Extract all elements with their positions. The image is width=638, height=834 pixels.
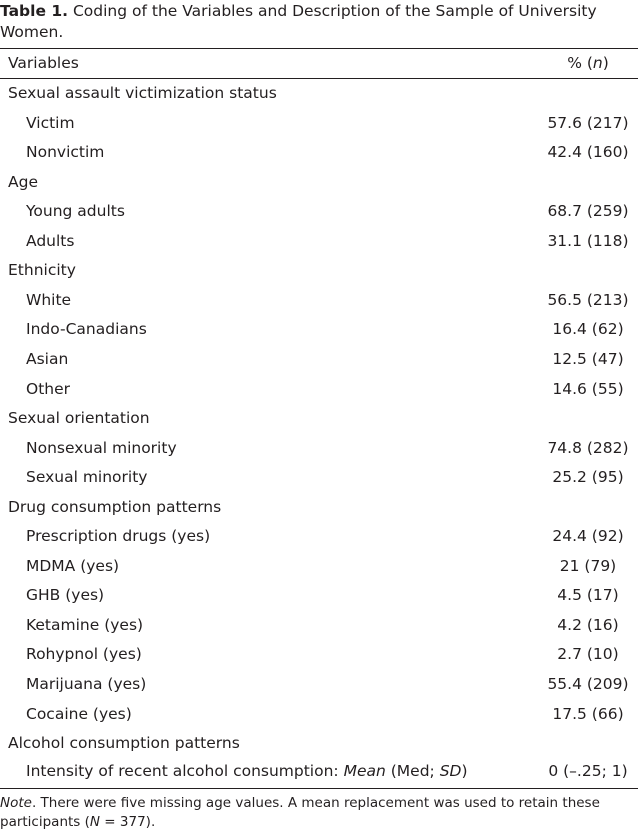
row-value: 4.5 (17) (557, 586, 619, 605)
row-label (26, 757, 468, 787)
table-row (0, 700, 638, 730)
row-label-med: (Med; (385, 762, 440, 780)
row-label: Ethnicity (8, 261, 76, 280)
table-group-row (0, 493, 638, 523)
row-label: GHB (yes) (26, 586, 105, 605)
bottom-rule (0, 788, 638, 789)
row-value: 42.4 (160) (547, 143, 629, 162)
table-row (0, 670, 638, 700)
table-caption-text: Coding of the Variables and Description of the Sample of University Women. (0, 2, 597, 41)
row-value: 16.4 (62) (552, 320, 624, 339)
table-group-row (0, 404, 638, 434)
row-value: 17.5 (66) (552, 704, 624, 723)
table-group-row (0, 79, 638, 109)
table-group-row (0, 729, 638, 759)
table-group-row (0, 168, 638, 198)
table-group-row (0, 256, 638, 286)
note-text-pre: . There were five missing age values. A mean replacement was used to retain these participants ( (0, 795, 600, 830)
row-label-pre: Intensity of recent alcohol consumption: (26, 762, 344, 780)
note-text-post: = 377). (100, 814, 156, 830)
row-value: 68.7 (259) (547, 202, 629, 221)
row-value: 57.6 (217) (547, 113, 629, 132)
row-label: Young adults (26, 202, 125, 221)
table-label: Table 1. (0, 2, 69, 20)
table-header-row (0, 49, 638, 79)
note-label: Note (0, 795, 32, 811)
row-label: White (26, 290, 72, 309)
row-value: 31.1 (118) (547, 231, 629, 250)
row-value: 25.2 (95) (552, 468, 624, 487)
header-percent (538, 49, 638, 79)
note-n: N (89, 814, 101, 830)
row-label: Prescription drugs (yes) (26, 527, 211, 546)
row-value: 2.7 (10) (557, 645, 619, 664)
row-value: 74.8 (282) (547, 438, 629, 457)
row-label: Alcohol consumption patterns (8, 734, 240, 753)
row-value: 0 (–.25; 1) (548, 762, 628, 780)
row-value: 24.4 (92) (552, 527, 624, 546)
table-row (0, 345, 638, 375)
row-value: 14.6 (55) (552, 379, 624, 398)
table-row (0, 109, 638, 139)
row-value: 55.4 (209) (547, 675, 629, 693)
row-label: Age (8, 172, 38, 191)
table-row (0, 611, 638, 641)
header-percent-pre: % ( (567, 54, 593, 72)
header-variables: Variables (8, 54, 79, 72)
row-value: 12.5 (47) (552, 349, 624, 368)
row-label: Sexual minority (26, 468, 148, 487)
row-label: MDMA (yes) (26, 556, 120, 575)
table-row (0, 138, 638, 168)
table-row (0, 552, 638, 582)
row-label-mean: Mean (343, 762, 386, 780)
header-percent-post: ) (602, 54, 609, 72)
table-caption (0, 1, 630, 43)
table-row (0, 375, 638, 405)
row-label: Ketamine (yes) (26, 615, 144, 634)
row-label: Adults (26, 231, 75, 250)
row-label: Nonvictim (26, 143, 105, 162)
row-label: Nonsexual minority (26, 438, 177, 457)
row-label: Rohypnol (yes) (26, 645, 142, 664)
row-label: Drug consumption patterns (8, 497, 222, 516)
table-row (0, 227, 638, 257)
row-value: 4.2 (16) (557, 615, 619, 634)
row-label: Marijuana (yes) (26, 675, 147, 693)
table-row (0, 463, 638, 493)
table-row (0, 286, 638, 316)
row-label-sd: SD (439, 762, 462, 780)
row-label: Other (26, 379, 71, 398)
row-label: Victim (26, 113, 75, 132)
row-label: Indo-Canadians (26, 320, 147, 339)
row-label: Cocaine (yes) (26, 704, 132, 723)
table-row (0, 757, 638, 787)
row-label: Sexual assault victimization status (8, 84, 277, 102)
table-note (0, 794, 636, 832)
table-row (0, 522, 638, 552)
table-row (0, 581, 638, 611)
row-label-close: ) (461, 762, 468, 780)
header-percent-n: n (592, 54, 603, 72)
table-row (0, 434, 638, 464)
row-label: Asian (26, 349, 69, 368)
row-value: 56.5 (213) (547, 290, 629, 309)
row-label: Sexual orientation (8, 409, 150, 428)
table-row (0, 315, 638, 345)
table-row (0, 197, 638, 227)
row-value: 21 (79) (559, 556, 617, 575)
table-row (0, 640, 638, 670)
